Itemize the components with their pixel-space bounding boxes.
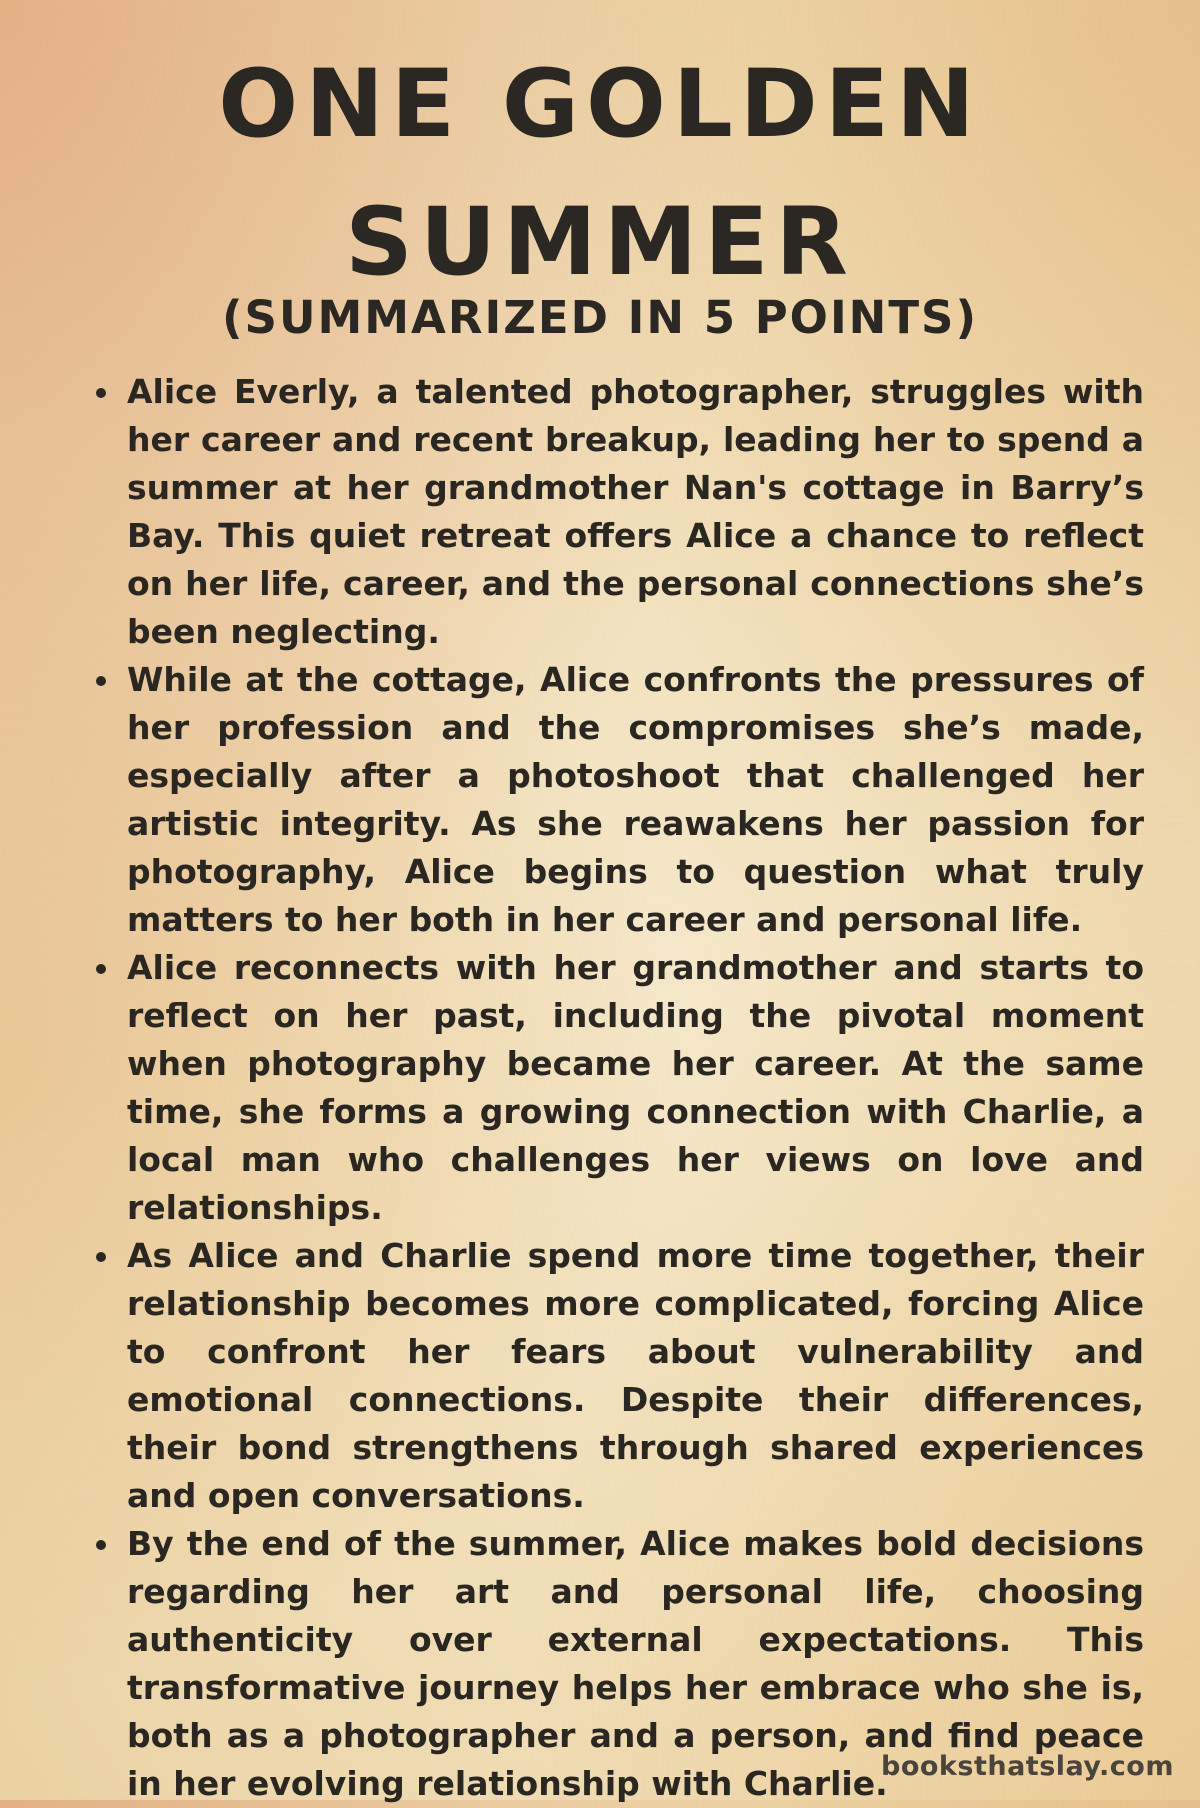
title-line-2: SUMMER: [345, 188, 855, 297]
page-title: [0, 36, 1200, 312]
title-line-1: ONE GOLDEN: [218, 50, 982, 159]
summary-point: [94, 656, 1144, 944]
summary-point: [94, 368, 1144, 656]
summary-point-text: Alice reconnects with her grandmother and starts to reflect on her past, including the pivotal moment when photography became her career. At the same time, she forms a growing connection with Charlie, a local man who challenges her views on love and relationships.: [127, 948, 1144, 1227]
summary-point: [94, 944, 1144, 1232]
bullet-icon: [96, 388, 106, 398]
bullet-icon: [96, 1540, 106, 1550]
bullet-icon: [96, 676, 106, 686]
summary-point-text: While at the cottage, Alice confronts the pressures of her profession and the compromises she’s made, especially after a photoshoot that challenged her artistic integrity. As she reawakens her passion for photography, Alice begins to question what truly matters to her both in her career and personal life.: [127, 660, 1144, 939]
summary-point: [94, 1232, 1144, 1520]
summary-point-text: By the end of the summer, Alice makes bold decisions regarding her art and personal life, choosing authenticity over external expectations. This transformative journey helps her embrace who she is, both as a photographer and a person, and find peace in her evolving relationship with Charlie.: [127, 1524, 1144, 1803]
summary-points-list: [94, 368, 1144, 1808]
bullet-icon: [96, 964, 106, 974]
summary-point-text: As Alice and Charlie spend more time together, their relationship becomes more complicated, forcing Alice to confront her fears about vulnerability and emotional connections. Despite their differences, their bond strengthens through shared experiences and open conversations.: [127, 1236, 1144, 1515]
summary-point-text: Alice Everly, a talented photographer, struggles with her career and recent breakup, leading her to spend a summer at her grandmother Nan's cottage in Barry’s Bay. This quiet retreat offers Alice a chance to reflect on her life, career, and the personal connections she’s been neglecting.: [127, 372, 1144, 651]
page-subtitle: (SUMMARIZED IN 5 POINTS): [221, 291, 979, 344]
site-watermark: booksthatslay.com: [881, 1751, 1174, 1782]
bullet-icon: [96, 1252, 106, 1262]
